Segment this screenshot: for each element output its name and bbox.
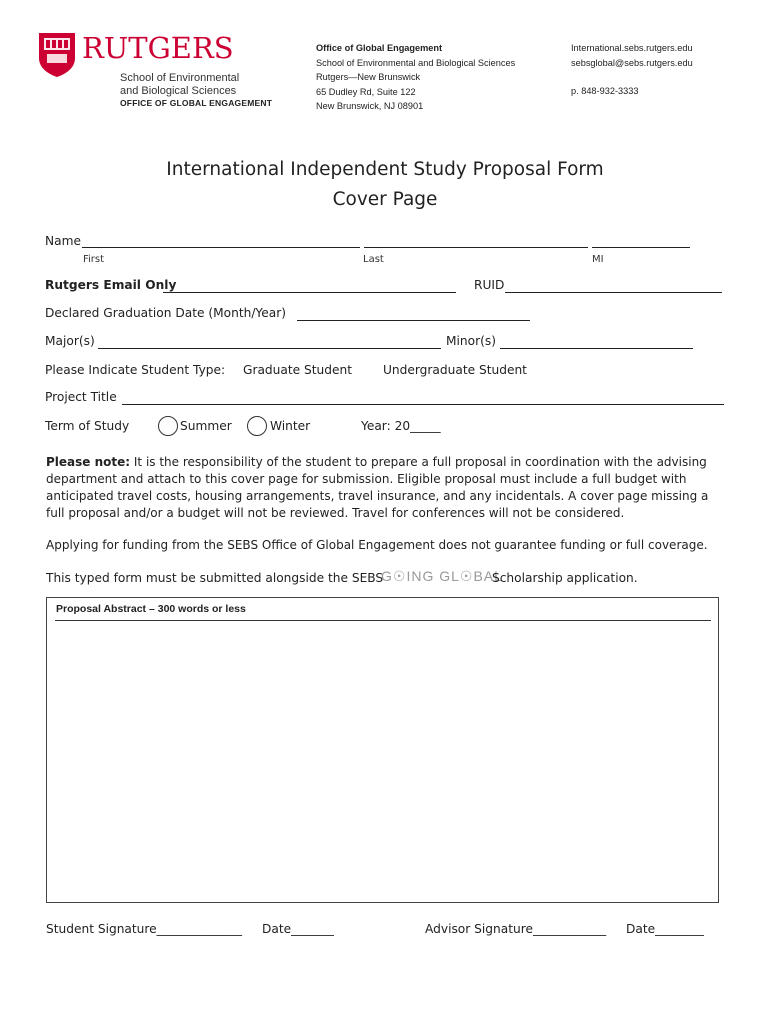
winter-radio[interactable]	[247, 416, 267, 436]
website-link[interactable]: International.sebs.rutgers.edu	[571, 43, 693, 53]
first-name-field[interactable]	[82, 247, 360, 248]
mi-caption: MI	[592, 254, 604, 265]
major-label: Major(s)	[45, 334, 95, 348]
advisor-date-field[interactable]: Date________	[626, 922, 704, 936]
summer-label: Summer	[180, 419, 232, 433]
undergraduate-option[interactable]: Undergraduate Student	[383, 363, 527, 377]
project-title-field[interactable]	[122, 404, 724, 405]
advisor-signature-field[interactable]: Advisor Signature____________	[425, 922, 607, 936]
scholarship-note: Scholarship application.	[492, 571, 638, 585]
project-title-label: Project Title	[45, 390, 117, 404]
graduation-field[interactable]	[297, 320, 530, 321]
email-field[interactable]	[163, 292, 456, 293]
address-block: Office of Global Engagement School of Environmental and Biological Sciences Rutgers—New Brunswick 65 Dudley Rd, Suite 122 New Brunswick, NJ 08901	[316, 43, 516, 111]
email-link[interactable]: sebsglobal@sebs.rutgers.edu	[571, 57, 693, 68]
form-title: International Independent Study Proposal Form	[166, 159, 604, 180]
form-subtitle: Cover Page	[332, 189, 438, 210]
ruid-label: RUID	[474, 278, 505, 292]
rutgers-shield-logo	[38, 32, 76, 78]
minor-label: Minor(s)	[446, 334, 496, 348]
winter-label: Winter	[270, 419, 311, 433]
graduation-label: Declared Graduation Date (Month/Year)	[45, 306, 286, 320]
student-date-field[interactable]: Date_______	[262, 922, 334, 936]
office-name-logo: OFFICE OF GLOBAL ENGAGEMENT	[120, 98, 273, 108]
rutgers-wordmark: RUTGERS	[82, 31, 234, 65]
proposal-abstract-box[interactable]	[46, 597, 719, 903]
minor-field[interactable]	[500, 348, 693, 349]
last-caption: Last	[363, 254, 384, 265]
ruid-field[interactable]	[505, 292, 722, 293]
funding-disclaimer: Applying for funding from the SEBS Office of Global Engagement does not guarantee funding or full coverage.	[46, 538, 708, 552]
contact-block	[571, 41, 693, 99]
school-name: School of Environmental and Biological Sciences	[120, 72, 240, 97]
typed-form-note: This typed form must be submitted alongside the SEBS	[46, 571, 384, 585]
first-caption: First	[83, 254, 105, 265]
last-name-field[interactable]	[364, 247, 588, 248]
name-label: Name	[45, 234, 81, 248]
abstract-title: Proposal Abstract – 300 words or less	[56, 603, 246, 615]
please-note-paragraph: Please note: It is the responsibility of the student to prepare a full proposal in coordination with the advising department and attach to this cover page for submission. Eligible proposal must include a full budget with anticipated travel costs, housing arrangements, travel insurance, and any incidentals. A cover page missing a full proposal and/or a budget will not be reviewed. Travel for conferences will not be considered.	[46, 455, 709, 520]
abstract-divider	[55, 620, 711, 621]
email-label: Rutgers Email Only	[45, 278, 177, 292]
middle-initial-field[interactable]	[592, 247, 690, 248]
summer-radio[interactable]	[158, 416, 178, 436]
phone-number: p. 848-932-3333	[571, 86, 639, 96]
year-field[interactable]: Year: 20_____	[361, 419, 441, 433]
student-signature-field[interactable]: Student Signature______________	[46, 922, 242, 936]
graduate-option[interactable]: Graduate Student	[243, 363, 352, 377]
term-label: Term of Study	[45, 419, 130, 433]
student-type-label: Please Indicate Student Type:	[45, 363, 226, 377]
going-global-logo: G☉ING GL☉BAL	[381, 568, 503, 584]
major-field[interactable]	[98, 348, 441, 349]
